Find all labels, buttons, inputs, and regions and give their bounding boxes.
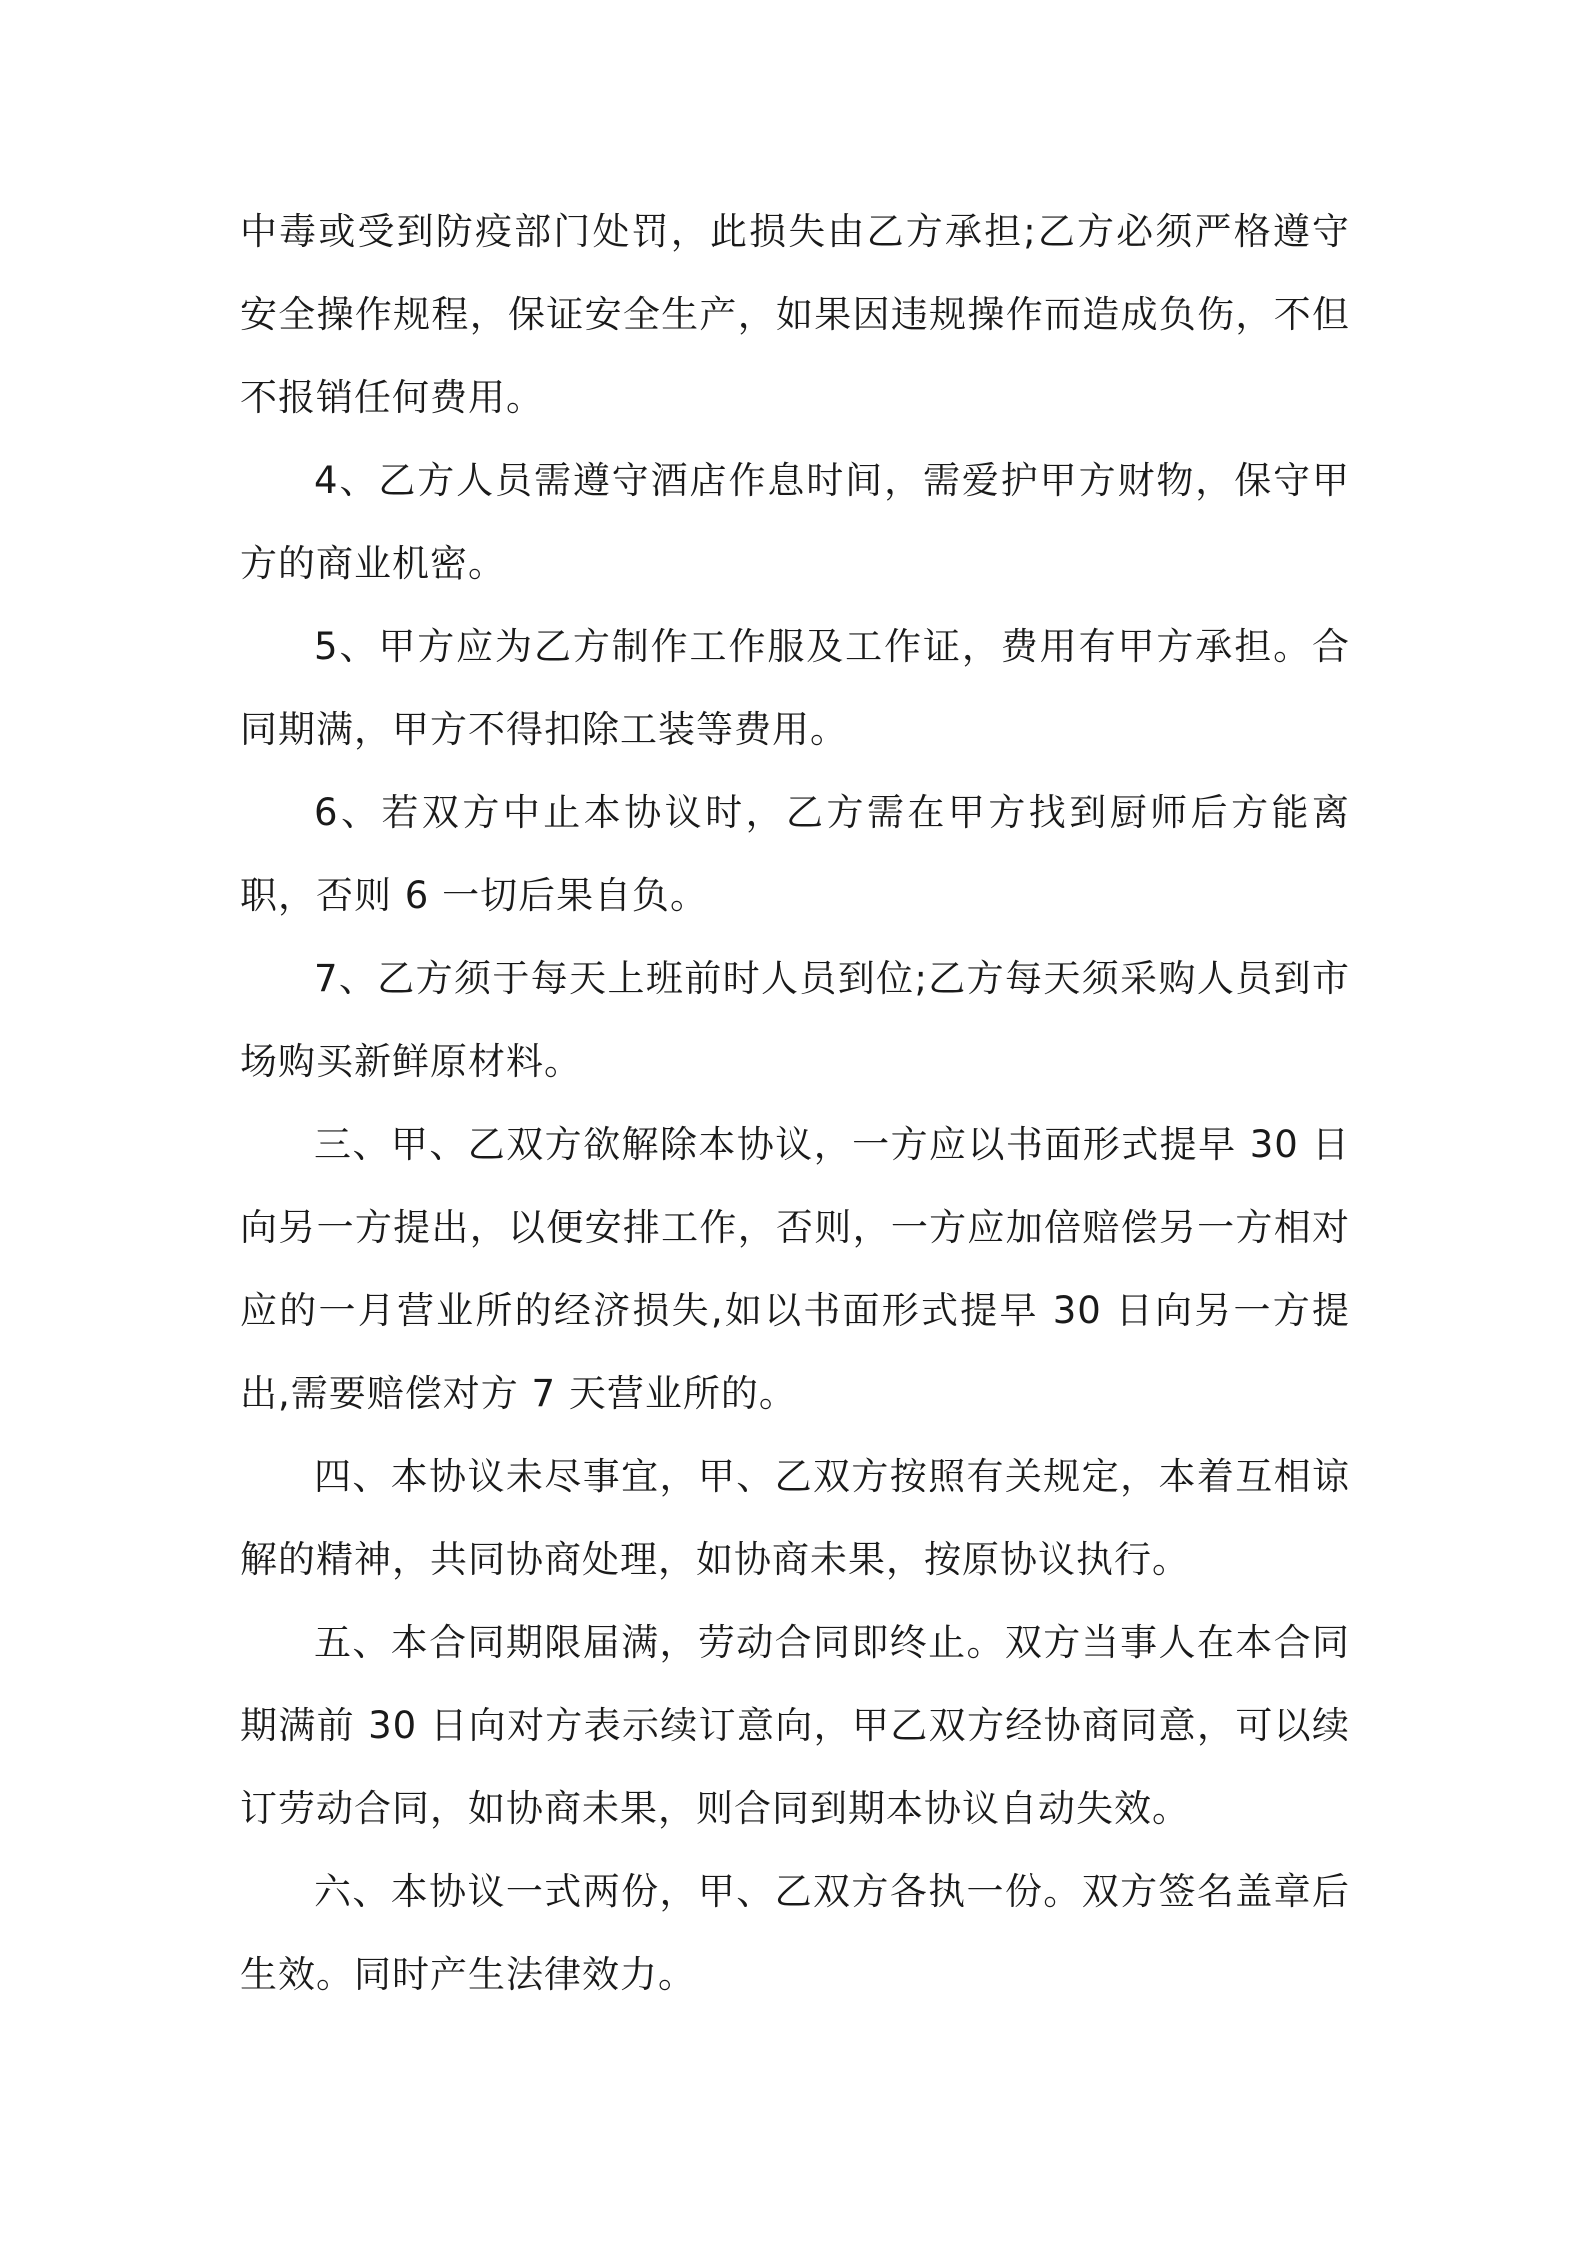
paragraph-section-3: 三、甲、乙双方欲解除本协议，一方应以书面形式提早 30 日向另一方提出，以便安排工作，否则，一方应加倍赔偿另一方相对应的一月营业所的经济损失,如以书面形式提早 30 日向另一方提出,需要赔偿对方 7 天营业所的。 <box>240 1123 1350 1415</box>
paragraph-clause-7: 7、乙方须于每天上班前时人员到位;乙方每天须采购人员到市场购买新鲜原材料。 <box>240 957 1350 1083</box>
paragraph-continuation: 中毒或受到防疫部门处罚，此损失由乙方承担;乙方必须严格遵守安全操作规程，保证安全生产，如果因违规操作而造成负伤，不但不报销任何费用。 <box>240 210 1350 419</box>
paragraph-section-5: 五、本合同期限届满，劳动合同即终止。双方当事人在本合同期满前 30 日向对方表示续订意向，甲乙双方经协商同意，可以续订劳动合同，如协商未果，则合同到期本协议自动失效。 <box>240 1621 1350 1830</box>
paragraph-clause-5: 5、甲方应为乙方制作工作服及工作证，费用有甲方承担。合同期满，甲方不得扣除工装等费用。 <box>240 625 1350 751</box>
document-body <box>240 190 1350 2016</box>
paragraph-section-6: 六、本协议一式两份，甲、乙双方各执一份。双方签名盖章后生效。同时产生法律效力。 <box>240 1870 1350 1996</box>
paragraph-section-4: 四、本协议未尽事宜，甲、乙双方按照有关规定，本着互相谅解的精神，共同协商处理，如协商未果，按原协议执行。 <box>240 1455 1350 1581</box>
paragraph-clause-4: 4、乙方人员需遵守酒店作息时间，需爱护甲方财物，保守甲方的商业机密。 <box>240 459 1350 585</box>
paragraph-clause-6: 6、若双方中止本协议时，乙方需在甲方找到厨师后方能离职，否则 6 一切后果自负。 <box>240 791 1350 917</box>
